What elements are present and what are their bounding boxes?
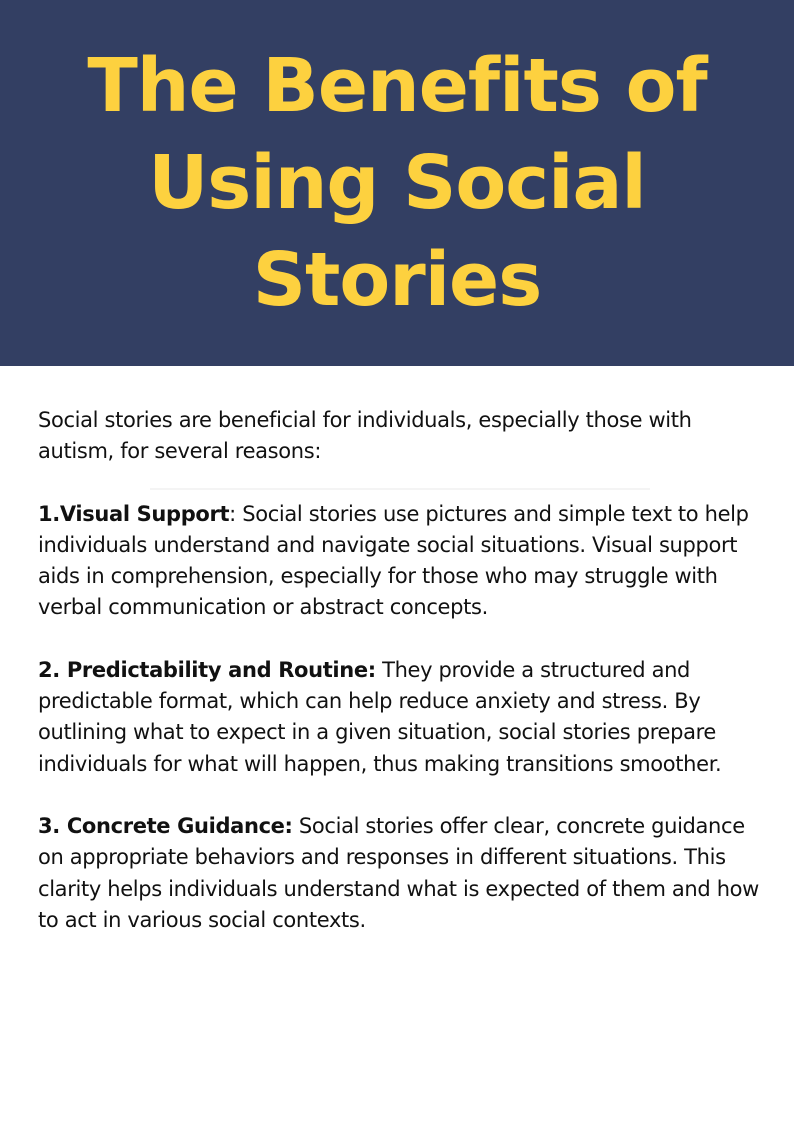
benefit-heading: 1.Visual Support <box>38 501 230 526</box>
article-content <box>38 405 766 967</box>
benefit-body: They provide a structured and predictable format, which can help reduce anxiety and stress. By outlining what to expect in a given situation, social stories prepare individuals for what will happen, thus making transitions smoother. <box>38 657 722 776</box>
benefit-item-visual-support <box>38 499 766 624</box>
title-banner <box>0 0 794 366</box>
benefit-item-concrete-guidance <box>38 811 766 936</box>
benefit-heading: 2. Predictability and Routine: <box>38 657 376 682</box>
benefit-heading: 3. Concrete Guidance: <box>38 813 293 838</box>
intro-paragraph: Social stories are beneficial for individuals, especially those with autism, for several reasons: <box>38 408 692 464</box>
benefit-item-predictability <box>38 655 766 780</box>
benefit-separator: : <box>229 501 236 526</box>
benefit-body: Social stories use pictures and simple text to help individuals understand and navigate social situations. Visual support aids in comprehension, especially for those who may struggle with verbal communication or abstract concepts. <box>38 501 749 620</box>
page-title: The Benefits of Using Social Stories <box>87 42 707 323</box>
benefit-body: Social stories offer clear, concrete guidance on appropriate behaviors and responses in different situations. This clarity helps individuals understand what is expected of them and how to act in various social contexts. <box>38 813 759 932</box>
